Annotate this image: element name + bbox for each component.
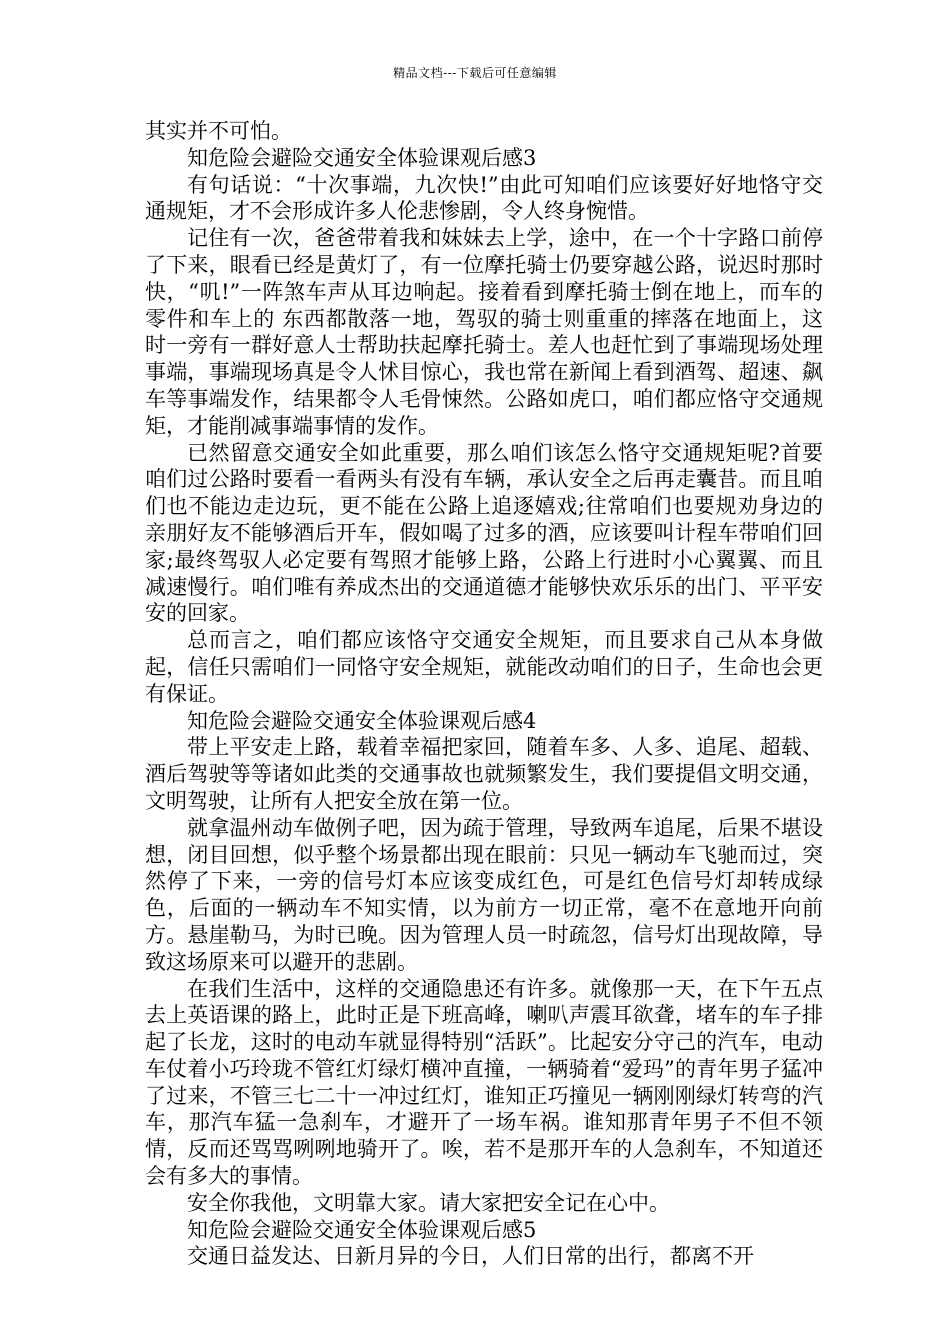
paragraph: 已然留意交通安全如此重要，那么咱们该怎么恪守交通规矩呢?首要咱们过公路时要看一看两头有没有车辆，承认安全之后再走囊昔。而且咱们也不能边走边玩，更不能在公路上追逐嬉戏;往常咱们也要规劝身边的亲朋好友不能够酒后开车，假如喝了过多的酒，应该要叫计程车带咱们回家;最终驾驭人必定要有驾照才能够上路，公路上行进时小心翼翼、而且减速慢行。咱们唯有养成杰出的交通道德才能够快欢乐乐的出门、平平安安的回家。 [145,440,823,626]
paragraph: 总而言之，咱们都应该恪守交通安全规矩，而且要求自己从本身做起，信任只需咱们一同恪守安全规矩，就能改动咱们的日子，生命也会更有保证。 [145,628,823,706]
paragraph: 有句话说：“十次事端，九次快!”由此可知咱们应该要好好地恪守交通规矩，才不会形成许多人伦悲惨剧，令人终身惋惜。 [145,172,823,224]
page-header: 精品文档---下载后可任意编辑 [393,66,557,80]
paragraph: 就拿温州动车做例子吧，因为疏于管理，导致两车追尾，后果不堪设想，闭目回想，似乎整个场景都出现在眼前：只见一辆动车飞驰而过，突然停了下来，一旁的信号灯本应该变成红色，可是红色信号灯却转成绿色，后面的一辆动车不知实情，以为前方一切正常，毫不在意地开向前方。悬崖勒马，为时已晚。因为管理人员一时疏忽，信号灯出现故障，导致这场原来可以避开的悲剧。 [145,815,823,974]
paragraph: 在我们生活中，这样的交通隐患还有许多。就像那一天，在下午五点去上英语课的路上，此时正是下班高峰，喇叭声震耳欲聋，堵车的车子排起了长龙，这时的电动车就显得特别“活跃”。比起安分守己的汽车，电动车仗着小巧玲珑不管红灯绿灯横冲直撞，一辆骑着“爱玛”的青年男子猛冲了过来，不管三七二十一冲过红灯，谁知正巧撞见一辆刚刚绿灯转弯的汽车，那汽车猛一急刹车，才避开了一场车祸。谁知那青年男子不但不领情，反而还骂骂咧咧地骑开了。唉，若不是那开车的人急刹车，不知道还会有多大的事情。 [145,976,823,1189]
section-heading: 知危险会避险交通安全体验课观后感3 [187,145,537,170]
document-body [145,118,823,1270]
paragraph: 其实并不可怕。 [145,119,292,143]
section-heading: 知危险会避险交通安全体验课观后感4 [187,708,537,733]
section-heading: 知危险会避险交通安全体验课观后感5 [187,1217,537,1242]
paragraph: 带上平安走上路，载着幸福把家回，随着车多、人多、追尾、超载、酒后驾驶等等诸如此类的交通事故也就频繁发生，我们要提倡文明交通，文明驾驶，让所有人把安全放在第一位。 [145,735,823,813]
paragraph: 记住有一次，爸爸带着我和妹妹去上学，途中，在一个十字路口前停了下来，眼看已经是黄灯了，有一位摩托骑士仍要穿越公路，说迟时那时快，“叽!”一阵煞车声从耳边响起。接着看到摩托骑士倒在地上，而车的零件和车上的 东西都散落一地，驾驭的骑士则重重的摔落在地面上，这时一旁有一群好意人士帮助扶起摩托骑士。差人也赶忙到了事端现场处理事端，事端现场真是令人怵目惊心，我也常在新闻上看到酒驾、超速、飙车等事端发作，结果都令人毛骨悚然。公路如虎口，咱们都应恪守交通规矩，才能削减事端事情的发作。 [145,226,823,438]
paragraph: 安全你我他，文明靠大家。请大家把安全记在心中。 [187,1190,670,1215]
paragraph: 交通日益发达、日新月异的今日，人们日常的出行，都离不开 [187,1244,754,1269]
